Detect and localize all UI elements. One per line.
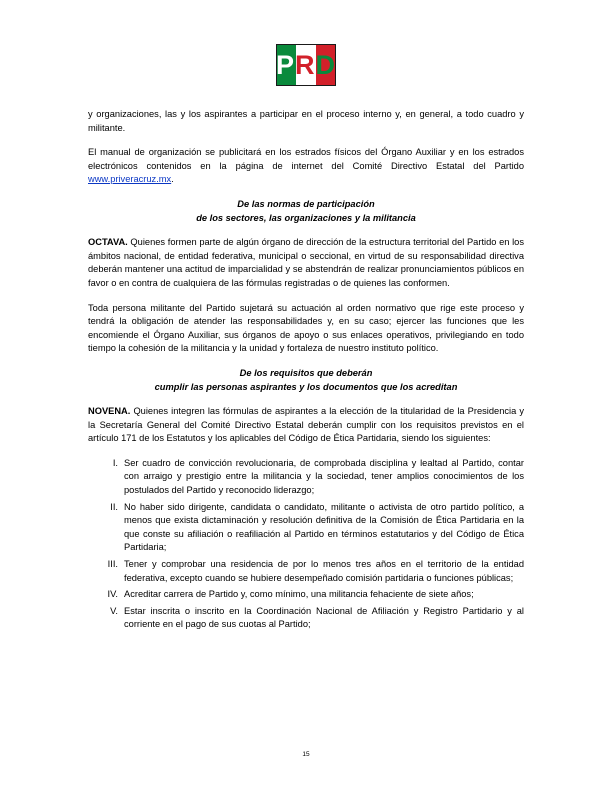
party-logo — [0, 44, 612, 86]
heading-requisitos — [88, 367, 524, 394]
paragraph-militante: Toda persona militante del Partido sujetará su actuación al orden normativo que rige este proceso y tendrá la obligación de atender las responsabilidades y, en su caso; ejercer las funciones que les encomiende el Órgano Auxiliar, sus órganos de apoyo o sus enlaces operativos, privilegiando en todo tiempo la cohesión de la militancia y la unidad y fortaleza de nuestro instituto político. — [88, 302, 524, 354]
list-item-text: Acreditar carrera de Partido y, como mínimo, una militancia fehaciente de siete años; — [124, 589, 474, 600]
list-item-number: II. — [110, 501, 118, 512]
paragraph-manual-organizacion — [88, 146, 524, 187]
heading-requisitos-line2: cumplir las personas aspirantes y los documentos que los acreditan — [154, 381, 458, 392]
paragraph-manual-text-a: El manual de organización se publicitará en los estrados físicos del Órgano Auxiliar y en los estrados electrónicos contenidos en la página de internet del Comité Directivo Estatal del Partido — [88, 147, 524, 171]
list-item — [102, 588, 524, 602]
paragraph-octava — [88, 236, 524, 290]
logo-letter-d: D — [315, 49, 337, 80]
list-item — [102, 501, 524, 555]
paragraph-manual-text-b: . — [171, 174, 174, 185]
paragraph-novena — [88, 405, 524, 446]
heading-normas-line1: De las normas de participación — [237, 198, 375, 209]
logo-letter-r: R — [295, 49, 316, 80]
list-item-number: I. — [112, 457, 118, 468]
paragraph-continuation: y organizaciones, las y los aspirantes a participar en el proceso interno y, en general, a todo cuadro y militante. — [88, 109, 524, 133]
heading-normas-participacion — [88, 198, 524, 225]
heading-normas-line2: de los sectores, las organizaciones y la militancia — [196, 212, 416, 223]
list-item — [102, 605, 524, 632]
list-item — [102, 558, 524, 585]
list-item-number: V. — [110, 605, 118, 616]
label-octava: OCTAVA. — [88, 237, 128, 248]
paragraph-octava-text: Quienes formen parte de algún órgano de dirección de la estructura territorial del Partido en los ámbitos nacional, de entidad federativa, municipal o seccional, en virtud de su responsabilidad directiva deberán mantener una actitud de imparcialidad y se abstendrán de realizar pronunciamientos públicos en favor o en contra de cualquiera de las fórmulas registradas o de quienes las conformen. — [88, 237, 524, 288]
list-item — [102, 457, 524, 498]
heading-requisitos-line1: De los requisitos que deberán — [239, 367, 373, 378]
list-item-text: Ser cuadro de convicción revolucionaria, de comprobada disciplina y lealtad al Partido, contar con arraigo y prestigio entre la militancia y la sociedad, tener amplios conocimientos de los postulados del Partido y reconocido liderazgo; — [124, 457, 524, 496]
paragraph-novena-text: Quienes integren las fórmulas de aspirantes a la elección de la titularidad de la Presidencia y la Secretaría General del Comité Directivo Estatal deberán cumplir con los requisitos previstos en el artículo 171 de los Estatutos y los aplicables del Código de Ética Partidaria, siendo los siguientes: — [88, 406, 524, 444]
list-item-text: Tener y comprobar una residencia de por lo menos tres años en el territorio de la entidad federativa, excepto cuando se hubiere desempeñado comisión partidaria o funciones públicas; — [124, 559, 524, 583]
requisitos-list — [102, 457, 524, 632]
logo-letter-p: P — [276, 49, 296, 80]
list-item-number: IV. — [107, 589, 118, 600]
list-item-text: Estar inscrita o inscrito en la Coordinación Nacional de Afiliación y Registro Partidario y al corriente en el pago de sus cuotas al Partido; — [124, 605, 524, 630]
page-number: 15 — [302, 751, 310, 758]
requisitos-list-wrapper — [88, 457, 524, 632]
logo-letters — [276, 44, 336, 86]
label-novena: NOVENA. — [88, 406, 131, 417]
list-item-number: III. — [107, 559, 118, 570]
document-body — [88, 108, 524, 635]
list-item-text: No haber sido dirigente, candidata o candidato, militante o activista de otro partido político, a menos que exista dictaminación y resolución definitiva de la Comisión de Ética Partidaria en la que conste su afiliación o reafiliación al Partido en términos estatutarios y del Código de Ética Partidaria; — [124, 501, 524, 553]
priveracruz-link[interactable]: www.priveracruz.mx — [88, 174, 172, 185]
pri-logo-icon — [276, 44, 336, 86]
